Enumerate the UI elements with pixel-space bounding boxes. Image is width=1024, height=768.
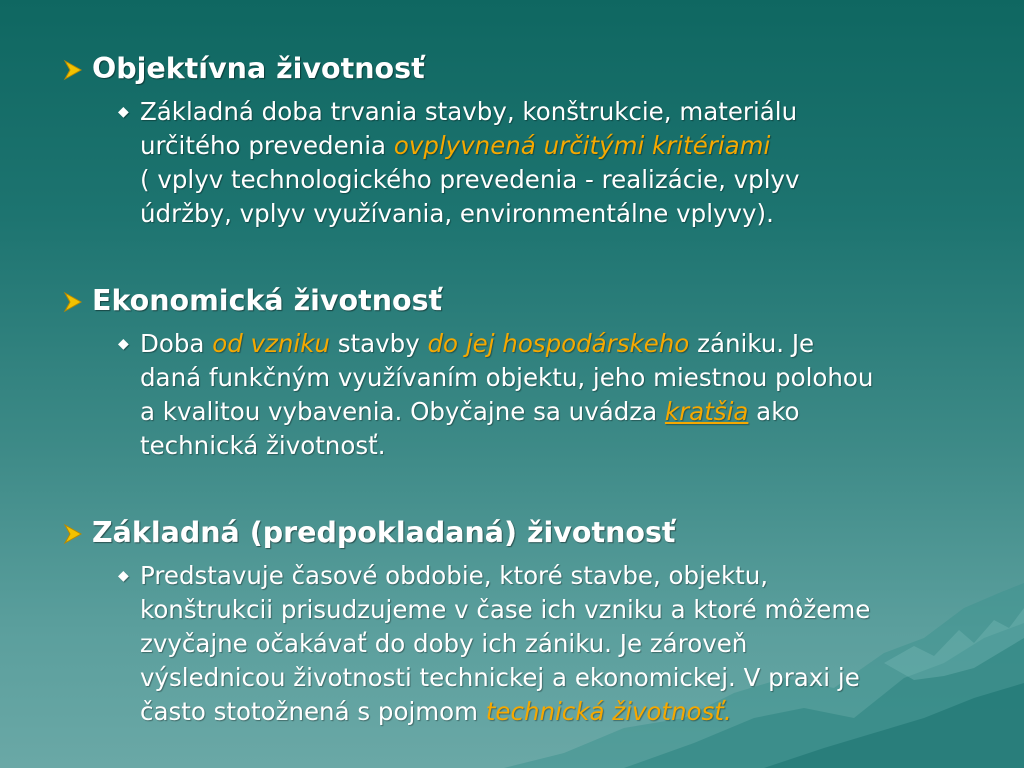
diamond-bullet-icon: ◆ [118, 104, 129, 120]
arrow-bullet-icon [62, 288, 92, 310]
text-run: Základná doba trvania stavby, konštrukcie, materiálu [140, 97, 798, 126]
section-heading [62, 284, 1012, 318]
bullet-line [140, 395, 1010, 429]
bullet-line [140, 361, 1010, 395]
text-run: stavby [329, 329, 428, 358]
bullet-line [140, 95, 1010, 129]
arrow-bullet-icon [62, 520, 92, 542]
text-run: často stotožnená s pojmom [140, 697, 486, 726]
bullet-line [140, 695, 1010, 729]
diamond-bullet-icon: ◆ [118, 336, 129, 352]
text-run: daná funkčným využívaním objektu, jeho miestnou polohou [140, 363, 874, 392]
section-heading [62, 516, 1012, 550]
bullet-item [118, 327, 1010, 463]
highlight-text: technická životnosť. [485, 697, 732, 726]
section-economic-lifespan [62, 284, 1012, 463]
text-run: a kvalitou vybavenia. Obyčajne sa uvádza [140, 397, 665, 426]
bullet-item [118, 559, 1010, 729]
text-run: zániku. Je [689, 329, 815, 358]
hyperlink-text[interactable]: kratšia [664, 397, 749, 426]
section-heading-text: Objektívna životnosť [92, 52, 425, 85]
text-run: technická životnosť. [140, 431, 386, 460]
highlight-text: od vzniku [212, 329, 330, 358]
diamond-bullet-icon: ◆ [118, 568, 129, 584]
bullet-line [140, 327, 1010, 361]
bullet-line [140, 661, 1010, 695]
text-run: Doba [140, 329, 213, 358]
section-heading-text: Ekonomická životnosť [92, 284, 443, 317]
text-run: Predstavuje časové obdobie, ktoré stavbe, objektu, [140, 561, 769, 590]
bullet-line [140, 593, 1010, 627]
text-run: konštrukcii prisudzujeme v čase ich vzniku a ktoré môžeme [140, 595, 871, 624]
section-basic-lifespan [62, 516, 1012, 729]
bullet-line [140, 129, 1010, 163]
section-heading-text: Základná (predpokladaná) životnosť [92, 516, 676, 549]
bullet-line [140, 559, 1010, 593]
bullet-line [140, 197, 1010, 231]
bullet-item [118, 95, 1010, 231]
bullet-line [140, 163, 1010, 197]
section-heading [62, 52, 1012, 86]
text-run: zvyčajne očakávať do doby ich zániku. Je zároveň [140, 629, 748, 658]
bullet-line [140, 627, 1010, 661]
highlight-text: ovplyvnená určitými kritériami [393, 131, 771, 160]
text-run: údržby, vplyv využívania, environmentálne vplyvy). [140, 199, 774, 228]
text-run: ako [748, 397, 800, 426]
bullet-line [140, 429, 1010, 463]
arrow-bullet-icon [62, 56, 92, 78]
text-run: výslednicou životnosti technickej a ekonomickej. V praxi je [140, 663, 860, 692]
section-objective-lifespan [62, 52, 1012, 231]
text-run: určitého prevedenia [140, 131, 394, 160]
text-run: ( vplyv technologického prevedenia - realizácie, vplyv [140, 165, 800, 194]
highlight-text: do jej hospodárskeho [427, 329, 690, 358]
